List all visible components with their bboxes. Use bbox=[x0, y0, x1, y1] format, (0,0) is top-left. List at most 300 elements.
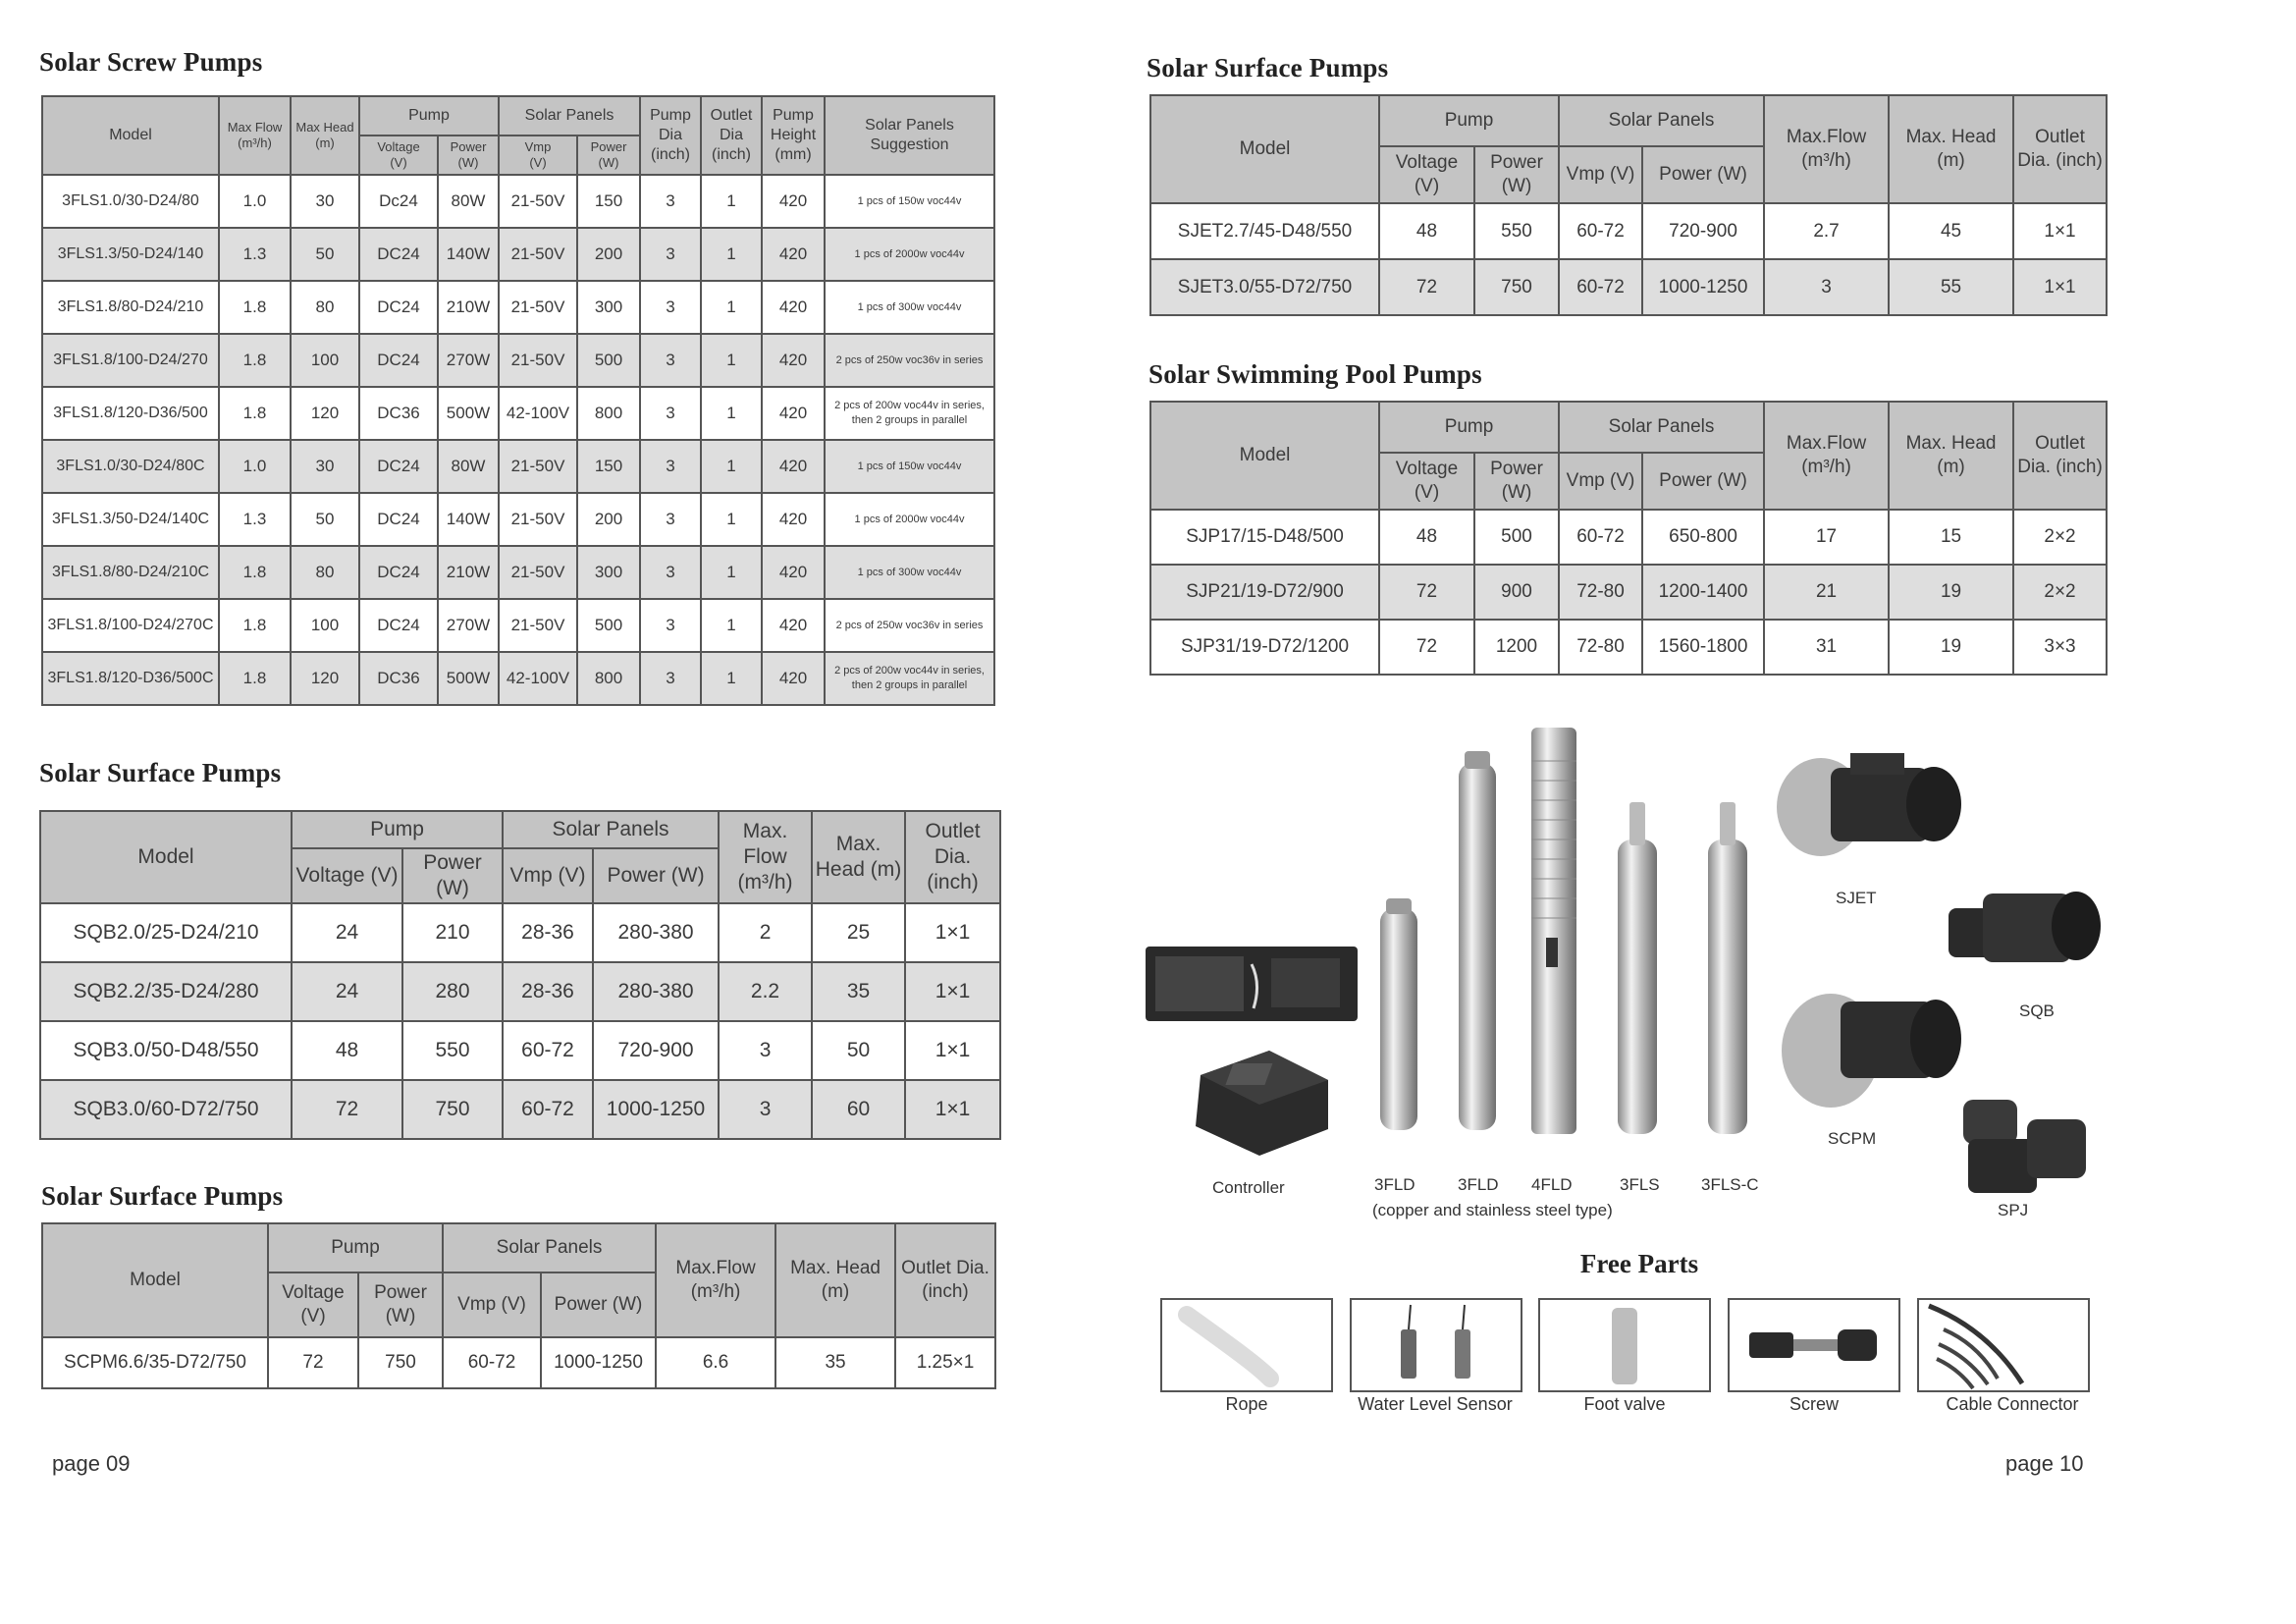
header-sp-power: Power (W) bbox=[1642, 146, 1764, 203]
table-row bbox=[42, 281, 994, 334]
cell-sp_power: 1200-1400 bbox=[1642, 565, 1764, 620]
cell-suggestion: 1 pcs of 300w voc44v bbox=[825, 546, 994, 599]
cell-model: SQB3.0/50-D48/550 bbox=[40, 1021, 292, 1080]
cell-outlet: 1 bbox=[701, 493, 762, 546]
cell-voltage: DC24 bbox=[359, 546, 438, 599]
cell-pump_dia: 3 bbox=[640, 334, 701, 387]
section-title-solar-surface-pumps-sqb: Solar Surface Pumps bbox=[39, 758, 282, 787]
header-power: Power (W) bbox=[402, 848, 503, 903]
cell-flow: 21 bbox=[1764, 565, 1889, 620]
label-spj: SPJ bbox=[1998, 1201, 2029, 1219]
foot-valve-icon bbox=[1540, 1300, 1709, 1390]
cell-suggestion: 1 pcs of 150w voc44v bbox=[825, 440, 994, 493]
label-material-note: (copper and stainless steel type) bbox=[1372, 1201, 1613, 1219]
cell-vmp: 21-50V bbox=[499, 546, 577, 599]
cell-vmp: 42-100V bbox=[499, 652, 577, 705]
label-controller: Controller bbox=[1212, 1178, 1285, 1197]
header-voltage: Voltage (V) bbox=[1379, 146, 1474, 203]
cell-model: 3FLS1.0/30-D24/80C bbox=[42, 440, 219, 493]
cell-vmp: 21-50V bbox=[499, 334, 577, 387]
header-pump: Pump bbox=[1379, 402, 1559, 453]
header-max-flow: Max. Flow (m³/h) bbox=[719, 811, 812, 903]
header-power: Power (W) bbox=[1474, 146, 1559, 203]
cell-head: 35 bbox=[775, 1337, 895, 1388]
cell-sp_power: 500 bbox=[577, 334, 640, 387]
cell-vmp: 21-50V bbox=[499, 228, 577, 281]
cell-sp_power: 150 bbox=[577, 175, 640, 228]
cell-voltage: 72 bbox=[1379, 565, 1474, 620]
cell-voltage: DC24 bbox=[359, 493, 438, 546]
cell-head: 50 bbox=[291, 228, 359, 281]
cell-height: 420 bbox=[762, 599, 825, 652]
cell-power: 750 bbox=[402, 1080, 503, 1139]
cell-head: 45 bbox=[1889, 203, 2013, 259]
pump-sjet-image bbox=[1772, 743, 1968, 871]
cell-suggestion: 1 pcs of 150w voc44v bbox=[825, 175, 994, 228]
cell-model: 3FLS1.8/100-D24/270C bbox=[42, 599, 219, 652]
table-row bbox=[42, 546, 994, 599]
cell-outlet: 1×1 bbox=[905, 903, 1000, 962]
cell-model: 3FLS1.3/50-D24/140 bbox=[42, 228, 219, 281]
cell-outlet: 1 bbox=[701, 175, 762, 228]
header-power: Power (W) bbox=[1474, 453, 1559, 510]
cell-voltage: DC36 bbox=[359, 387, 438, 440]
cell-voltage: DC24 bbox=[359, 599, 438, 652]
table-row bbox=[42, 599, 994, 652]
cell-voltage: Dc24 bbox=[359, 175, 438, 228]
cell-flow: 3 bbox=[719, 1021, 812, 1080]
cell-voltage: 72 bbox=[268, 1337, 358, 1388]
cell-flow: 1.8 bbox=[219, 334, 291, 387]
table-row bbox=[42, 175, 994, 228]
cell-power: 900 bbox=[1474, 565, 1559, 620]
cell-vmp: 21-50V bbox=[499, 440, 577, 493]
solar-screw-pumps-table bbox=[41, 95, 995, 706]
header-voltage: Voltage (V) bbox=[359, 135, 438, 175]
cell-model: SQB3.0/60-D72/750 bbox=[40, 1080, 292, 1139]
header-sp-power: Power (W) bbox=[541, 1272, 656, 1337]
part-cable-connector-image bbox=[1917, 1298, 2090, 1392]
header-pump: Pump bbox=[268, 1223, 443, 1272]
cell-power: 550 bbox=[1474, 203, 1559, 259]
header-pump-dia: Pump Dia (inch) bbox=[640, 96, 701, 175]
header-max-head: Max Head (m) bbox=[291, 96, 359, 175]
cell-sp_power: 280-380 bbox=[593, 962, 719, 1021]
cell-height: 420 bbox=[762, 175, 825, 228]
cell-pump_dia: 3 bbox=[640, 599, 701, 652]
solar-swimming-pool-pumps-table bbox=[1149, 401, 2108, 676]
screw-icon bbox=[1730, 1300, 1898, 1390]
header-outlet-dia: Outlet Dia. (inch) bbox=[2013, 402, 2107, 510]
cell-suggestion: 2 pcs of 200w voc44v in series, then 2 groups in parallel bbox=[825, 387, 994, 440]
pump-sqb-image bbox=[1929, 869, 2106, 982]
cell-outlet: 2×2 bbox=[2013, 510, 2107, 565]
cell-power: 500W bbox=[438, 387, 499, 440]
label-sjet: SJET bbox=[1836, 889, 1877, 907]
cell-head: 100 bbox=[291, 334, 359, 387]
part-label-water-level-sensor: Water Level Sensor bbox=[1358, 1394, 1513, 1414]
cell-head: 50 bbox=[812, 1021, 905, 1080]
cell-power: 280 bbox=[402, 962, 503, 1021]
cell-model: 3FLS1.8/120-D36/500 bbox=[42, 387, 219, 440]
cell-model: SJET2.7/45-D48/550 bbox=[1150, 203, 1379, 259]
header-power: Power (W) bbox=[358, 1272, 443, 1337]
cell-vmp: 72-80 bbox=[1559, 620, 1642, 675]
cell-sp_power: 200 bbox=[577, 228, 640, 281]
table-row bbox=[42, 334, 994, 387]
cell-head: 35 bbox=[812, 962, 905, 1021]
cell-vmp: 60-72 bbox=[1559, 203, 1642, 259]
label-3fls: 3FLS bbox=[1620, 1175, 1660, 1194]
cell-head: 120 bbox=[291, 387, 359, 440]
cell-model: 3FLS1.8/120-D36/500C bbox=[42, 652, 219, 705]
cell-suggestion: 2 pcs of 250w voc36v in series bbox=[825, 334, 994, 387]
cell-model: 3FLS1.8/80-D24/210C bbox=[42, 546, 219, 599]
cell-vmp: 21-50V bbox=[499, 281, 577, 334]
cell-sp_power: 500 bbox=[577, 599, 640, 652]
cell-height: 420 bbox=[762, 281, 825, 334]
cell-flow: 3 bbox=[719, 1080, 812, 1139]
cell-vmp: 28-36 bbox=[503, 903, 593, 962]
cell-vmp: 60-72 bbox=[503, 1080, 593, 1139]
cell-pump_dia: 3 bbox=[640, 546, 701, 599]
cell-flow: 1.8 bbox=[219, 546, 291, 599]
cell-power: 750 bbox=[358, 1337, 443, 1388]
cell-head: 100 bbox=[291, 599, 359, 652]
cell-power: 80W bbox=[438, 440, 499, 493]
cell-power: 1200 bbox=[1474, 620, 1559, 675]
cell-head: 30 bbox=[291, 440, 359, 493]
cell-pump_dia: 3 bbox=[640, 281, 701, 334]
cell-power: 500W bbox=[438, 652, 499, 705]
cell-pump_dia: 3 bbox=[640, 228, 701, 281]
cell-flow: 2 bbox=[719, 903, 812, 962]
table-row bbox=[42, 440, 994, 493]
cell-power: 750 bbox=[1474, 259, 1559, 315]
cell-flow: 17 bbox=[1764, 510, 1889, 565]
cell-flow: 6.6 bbox=[656, 1337, 775, 1388]
cell-vmp: 28-36 bbox=[503, 962, 593, 1021]
cell-sp_power: 1560-1800 bbox=[1642, 620, 1764, 675]
cell-suggestion: 2 pcs of 250w voc36v in series bbox=[825, 599, 994, 652]
rope-icon bbox=[1162, 1300, 1331, 1390]
cell-height: 420 bbox=[762, 652, 825, 705]
header-model: Model bbox=[1150, 402, 1379, 510]
cell-voltage: DC24 bbox=[359, 440, 438, 493]
cell-voltage: DC36 bbox=[359, 652, 438, 705]
cell-vmp: 21-50V bbox=[499, 175, 577, 228]
cell-sp_power: 720-900 bbox=[593, 1021, 719, 1080]
header-solar-panels: Solar Panels bbox=[1559, 95, 1764, 146]
page-number-left: page 09 bbox=[52, 1451, 131, 1476]
cable-connector-icon bbox=[1919, 1300, 2088, 1390]
cell-flow: 1.8 bbox=[219, 387, 291, 440]
cell-power: 210 bbox=[402, 903, 503, 962]
header-max-head: Max. Head (m) bbox=[1889, 95, 2013, 203]
header-max-flow: Max.Flow (m³/h) bbox=[1764, 95, 1889, 203]
table-row bbox=[42, 387, 994, 440]
cell-sp_power: 300 bbox=[577, 546, 640, 599]
header-solar-panels: Solar Panels bbox=[443, 1223, 656, 1272]
cell-model: 3FLS1.8/100-D24/270 bbox=[42, 334, 219, 387]
cell-model: SJP17/15-D48/500 bbox=[1150, 510, 1379, 565]
header-max-flow: Max.Flow (m³/h) bbox=[1764, 402, 1889, 510]
cell-outlet: 1 bbox=[701, 228, 762, 281]
cell-model: SJP21/19-D72/900 bbox=[1150, 565, 1379, 620]
header-max-flow: Max Flow (m³/h) bbox=[219, 96, 291, 175]
cell-voltage: 48 bbox=[292, 1021, 402, 1080]
pump-3fld-short-image bbox=[1374, 898, 1423, 1134]
cell-power: 210W bbox=[438, 281, 499, 334]
cell-outlet: 1×1 bbox=[2013, 259, 2107, 315]
cell-power: 80W bbox=[438, 175, 499, 228]
cell-outlet: 1 bbox=[701, 652, 762, 705]
cell-model: 3FLS1.0/30-D24/80 bbox=[42, 175, 219, 228]
table-row bbox=[40, 903, 1000, 962]
cell-power: 500 bbox=[1474, 510, 1559, 565]
cell-outlet: 1×1 bbox=[905, 1021, 1000, 1080]
header-solar-panels: Solar Panels bbox=[499, 96, 640, 135]
header-voltage: Voltage (V) bbox=[292, 848, 402, 903]
table-row bbox=[1150, 510, 2107, 565]
cell-pump_dia: 3 bbox=[640, 387, 701, 440]
cell-outlet: 3×3 bbox=[2013, 620, 2107, 675]
table-row bbox=[42, 228, 994, 281]
cell-voltage: 48 bbox=[1379, 510, 1474, 565]
cell-voltage: DC24 bbox=[359, 334, 438, 387]
cell-sp_power: 300 bbox=[577, 281, 640, 334]
cell-model: SJP31/19-D72/1200 bbox=[1150, 620, 1379, 675]
cell-power: 550 bbox=[402, 1021, 503, 1080]
cell-sp_power: 1000-1250 bbox=[541, 1337, 656, 1388]
cell-vmp: 72-80 bbox=[1559, 565, 1642, 620]
cell-head: 80 bbox=[291, 281, 359, 334]
cell-flow: 2.2 bbox=[719, 962, 812, 1021]
header-sp-power: Power (W) bbox=[577, 135, 640, 175]
header-max-flow: Max.Flow (m³/h) bbox=[656, 1223, 775, 1337]
cell-voltage: 48 bbox=[1379, 203, 1474, 259]
cell-height: 420 bbox=[762, 440, 825, 493]
header-vmp: Vmp (V) bbox=[503, 848, 593, 903]
header-pump: Pump bbox=[292, 811, 503, 848]
solar-surface-pumps-sqb-table bbox=[39, 810, 1001, 1140]
part-label-rope: Rope bbox=[1225, 1394, 1268, 1414]
cell-outlet: 1 bbox=[701, 599, 762, 652]
table-row bbox=[42, 1337, 995, 1388]
part-rope-image bbox=[1160, 1298, 1333, 1392]
cell-vmp: 60-72 bbox=[1559, 259, 1642, 315]
cell-height: 420 bbox=[762, 387, 825, 440]
header-max-head: Max. Head (m) bbox=[775, 1223, 895, 1337]
cell-outlet: 1 bbox=[701, 281, 762, 334]
cell-voltage: 72 bbox=[1379, 259, 1474, 315]
cell-model: 3FLS1.8/80-D24/210 bbox=[42, 281, 219, 334]
cell-head: 60 bbox=[812, 1080, 905, 1139]
cell-vmp: 60-72 bbox=[503, 1021, 593, 1080]
cell-sp_power: 800 bbox=[577, 652, 640, 705]
header-vmp: Vmp (V) bbox=[499, 135, 577, 175]
cell-outlet: 2×2 bbox=[2013, 565, 2107, 620]
cell-outlet: 1.25×1 bbox=[895, 1337, 995, 1388]
header-voltage: Voltage (V) bbox=[1379, 453, 1474, 510]
cell-flow: 1.3 bbox=[219, 493, 291, 546]
table-row bbox=[1150, 203, 2107, 259]
cell-sp_power: 1000-1250 bbox=[593, 1080, 719, 1139]
header-model: Model bbox=[40, 811, 292, 903]
section-title-solar-screw-pumps: Solar Screw Pumps bbox=[39, 47, 263, 77]
cell-head: 15 bbox=[1889, 510, 2013, 565]
free-parts-title: Free Parts bbox=[1579, 1249, 1699, 1278]
cell-height: 420 bbox=[762, 228, 825, 281]
header-suggestion: Solar Panels Suggestion bbox=[825, 96, 994, 175]
cell-voltage: 24 bbox=[292, 962, 402, 1021]
header-solar-panels: Solar Panels bbox=[1559, 402, 1764, 453]
header-model: Model bbox=[42, 96, 219, 175]
cell-sp_power: 650-800 bbox=[1642, 510, 1764, 565]
pump-spj-image bbox=[1939, 1085, 2106, 1203]
table-row bbox=[40, 962, 1000, 1021]
section-title-solar-surface-pumps-sjet: Solar Surface Pumps bbox=[1147, 53, 1389, 82]
cell-power: 140W bbox=[438, 493, 499, 546]
part-screw-image bbox=[1728, 1298, 1900, 1392]
pump-3fls-image bbox=[1613, 802, 1662, 1136]
cell-pump_dia: 3 bbox=[640, 175, 701, 228]
cell-suggestion: 1 pcs of 300w voc44v bbox=[825, 281, 994, 334]
part-label-foot-valve: Foot valve bbox=[1583, 1394, 1666, 1414]
label-3fld-a: 3FLD bbox=[1374, 1175, 1415, 1194]
cell-suggestion: 1 pcs of 2000w voc44v bbox=[825, 228, 994, 281]
header-pump: Pump bbox=[359, 96, 499, 135]
header-outlet-dia: Outlet Dia. (inch) bbox=[905, 811, 1000, 903]
solar-surface-pumps-scpm-table bbox=[41, 1222, 996, 1389]
cell-model: SCPM6.6/35-D72/750 bbox=[42, 1337, 268, 1388]
cell-flow: 1.0 bbox=[219, 440, 291, 493]
cell-head: 19 bbox=[1889, 620, 2013, 675]
cell-height: 420 bbox=[762, 493, 825, 546]
cell-flow: 1.8 bbox=[219, 599, 291, 652]
cell-outlet: 1×1 bbox=[905, 1080, 1000, 1139]
controller-board-image bbox=[1144, 945, 1360, 1023]
cell-outlet: 1 bbox=[701, 440, 762, 493]
cell-head: 19 bbox=[1889, 565, 2013, 620]
pump-3fls-c-image bbox=[1703, 802, 1752, 1136]
header-max-head: Max. Head (m) bbox=[1889, 402, 2013, 510]
table-row bbox=[1150, 620, 2107, 675]
table-row bbox=[42, 493, 994, 546]
cell-voltage: DC24 bbox=[359, 281, 438, 334]
cell-sp_power: 150 bbox=[577, 440, 640, 493]
label-4fld: 4FLD bbox=[1531, 1175, 1573, 1194]
label-scpm: SCPM bbox=[1828, 1129, 1877, 1148]
cell-vmp: 42-100V bbox=[499, 387, 577, 440]
header-outlet-dia: Outlet Dia (inch) bbox=[701, 96, 762, 175]
cell-sp_power: 280-380 bbox=[593, 903, 719, 962]
part-label-screw: Screw bbox=[1789, 1394, 1839, 1414]
cell-model: SQB2.2/35-D24/280 bbox=[40, 962, 292, 1021]
cell-sp_power: 1000-1250 bbox=[1642, 259, 1764, 315]
header-pump-height: Pump Height (mm) bbox=[762, 96, 825, 175]
table-row bbox=[40, 1080, 1000, 1139]
cell-vmp: 21-50V bbox=[499, 599, 577, 652]
cell-head: 30 bbox=[291, 175, 359, 228]
header-sp-power: Power (W) bbox=[1642, 453, 1764, 510]
header-vmp: Vmp (V) bbox=[443, 1272, 541, 1337]
label-3fld-b: 3FLD bbox=[1458, 1175, 1499, 1194]
cell-flow: 3 bbox=[1764, 259, 1889, 315]
cell-outlet: 1×1 bbox=[905, 962, 1000, 1021]
cell-model: SJET3.0/55-D72/750 bbox=[1150, 259, 1379, 315]
section-title-solar-swimming-pool-pumps: Solar Swimming Pool Pumps bbox=[1148, 359, 1482, 389]
cell-power: 210W bbox=[438, 546, 499, 599]
pump-3fld-tall-image bbox=[1453, 751, 1502, 1134]
part-water-level-sensor-image bbox=[1350, 1298, 1522, 1392]
product-gallery bbox=[1144, 722, 2125, 1242]
cell-power: 270W bbox=[438, 599, 499, 652]
cell-suggestion: 1 pcs of 2000w voc44v bbox=[825, 493, 994, 546]
label-sqb: SQB bbox=[2019, 1001, 2055, 1020]
water-level-sensor-icon bbox=[1352, 1300, 1521, 1390]
cell-sp_power: 720-900 bbox=[1642, 203, 1764, 259]
pump-scpm-image bbox=[1777, 972, 1963, 1114]
header-model: Model bbox=[42, 1223, 268, 1337]
cell-suggestion: 2 pcs of 200w voc44v in series, then 2 groups in parallel bbox=[825, 652, 994, 705]
header-max-head: Max. Head (m) bbox=[812, 811, 905, 903]
cell-sp_power: 200 bbox=[577, 493, 640, 546]
header-model: Model bbox=[1150, 95, 1379, 203]
cell-voltage: 72 bbox=[292, 1080, 402, 1139]
header-sp-power: Power (W) bbox=[593, 848, 719, 903]
cell-outlet: 1×1 bbox=[2013, 203, 2107, 259]
cell-vmp: 60-72 bbox=[443, 1337, 541, 1388]
cell-flow: 31 bbox=[1764, 620, 1889, 675]
cell-outlet: 1 bbox=[701, 387, 762, 440]
cell-vmp: 21-50V bbox=[499, 493, 577, 546]
table-row bbox=[1150, 259, 2107, 315]
cell-flow: 1.0 bbox=[219, 175, 291, 228]
cell-outlet: 1 bbox=[701, 546, 762, 599]
header-solar-panels: Solar Panels bbox=[503, 811, 719, 848]
cell-head: 80 bbox=[291, 546, 359, 599]
cell-height: 420 bbox=[762, 334, 825, 387]
cell-head: 55 bbox=[1889, 259, 2013, 315]
cell-voltage: DC24 bbox=[359, 228, 438, 281]
cell-sp_power: 800 bbox=[577, 387, 640, 440]
cell-outlet: 1 bbox=[701, 334, 762, 387]
cell-head: 50 bbox=[291, 493, 359, 546]
cell-vmp: 60-72 bbox=[1559, 510, 1642, 565]
part-label-cable-connector: Cable Connector bbox=[1946, 1394, 2079, 1414]
cell-head: 25 bbox=[812, 903, 905, 962]
cell-flow: 1.8 bbox=[219, 652, 291, 705]
cell-flow: 1.3 bbox=[219, 228, 291, 281]
cell-flow: 2.7 bbox=[1764, 203, 1889, 259]
cell-height: 420 bbox=[762, 546, 825, 599]
cell-power: 270W bbox=[438, 334, 499, 387]
cell-model: SQB2.0/25-D24/210 bbox=[40, 903, 292, 962]
table-row bbox=[40, 1021, 1000, 1080]
cell-pump_dia: 3 bbox=[640, 440, 701, 493]
table-row bbox=[1150, 565, 2107, 620]
solar-surface-pumps-sjet-table bbox=[1149, 94, 2108, 316]
cell-pump_dia: 3 bbox=[640, 493, 701, 546]
section-title-solar-surface-pumps-scpm: Solar Surface Pumps bbox=[41, 1181, 284, 1211]
header-outlet-dia: Outlet Dia. (inch) bbox=[895, 1223, 995, 1337]
cell-voltage: 24 bbox=[292, 903, 402, 962]
header-outlet-dia: Outlet Dia. (inch) bbox=[2013, 95, 2107, 203]
pump-4fld-image bbox=[1526, 722, 1581, 1136]
header-vmp: Vmp (V) bbox=[1559, 146, 1642, 203]
part-foot-valve-image bbox=[1538, 1298, 1711, 1392]
